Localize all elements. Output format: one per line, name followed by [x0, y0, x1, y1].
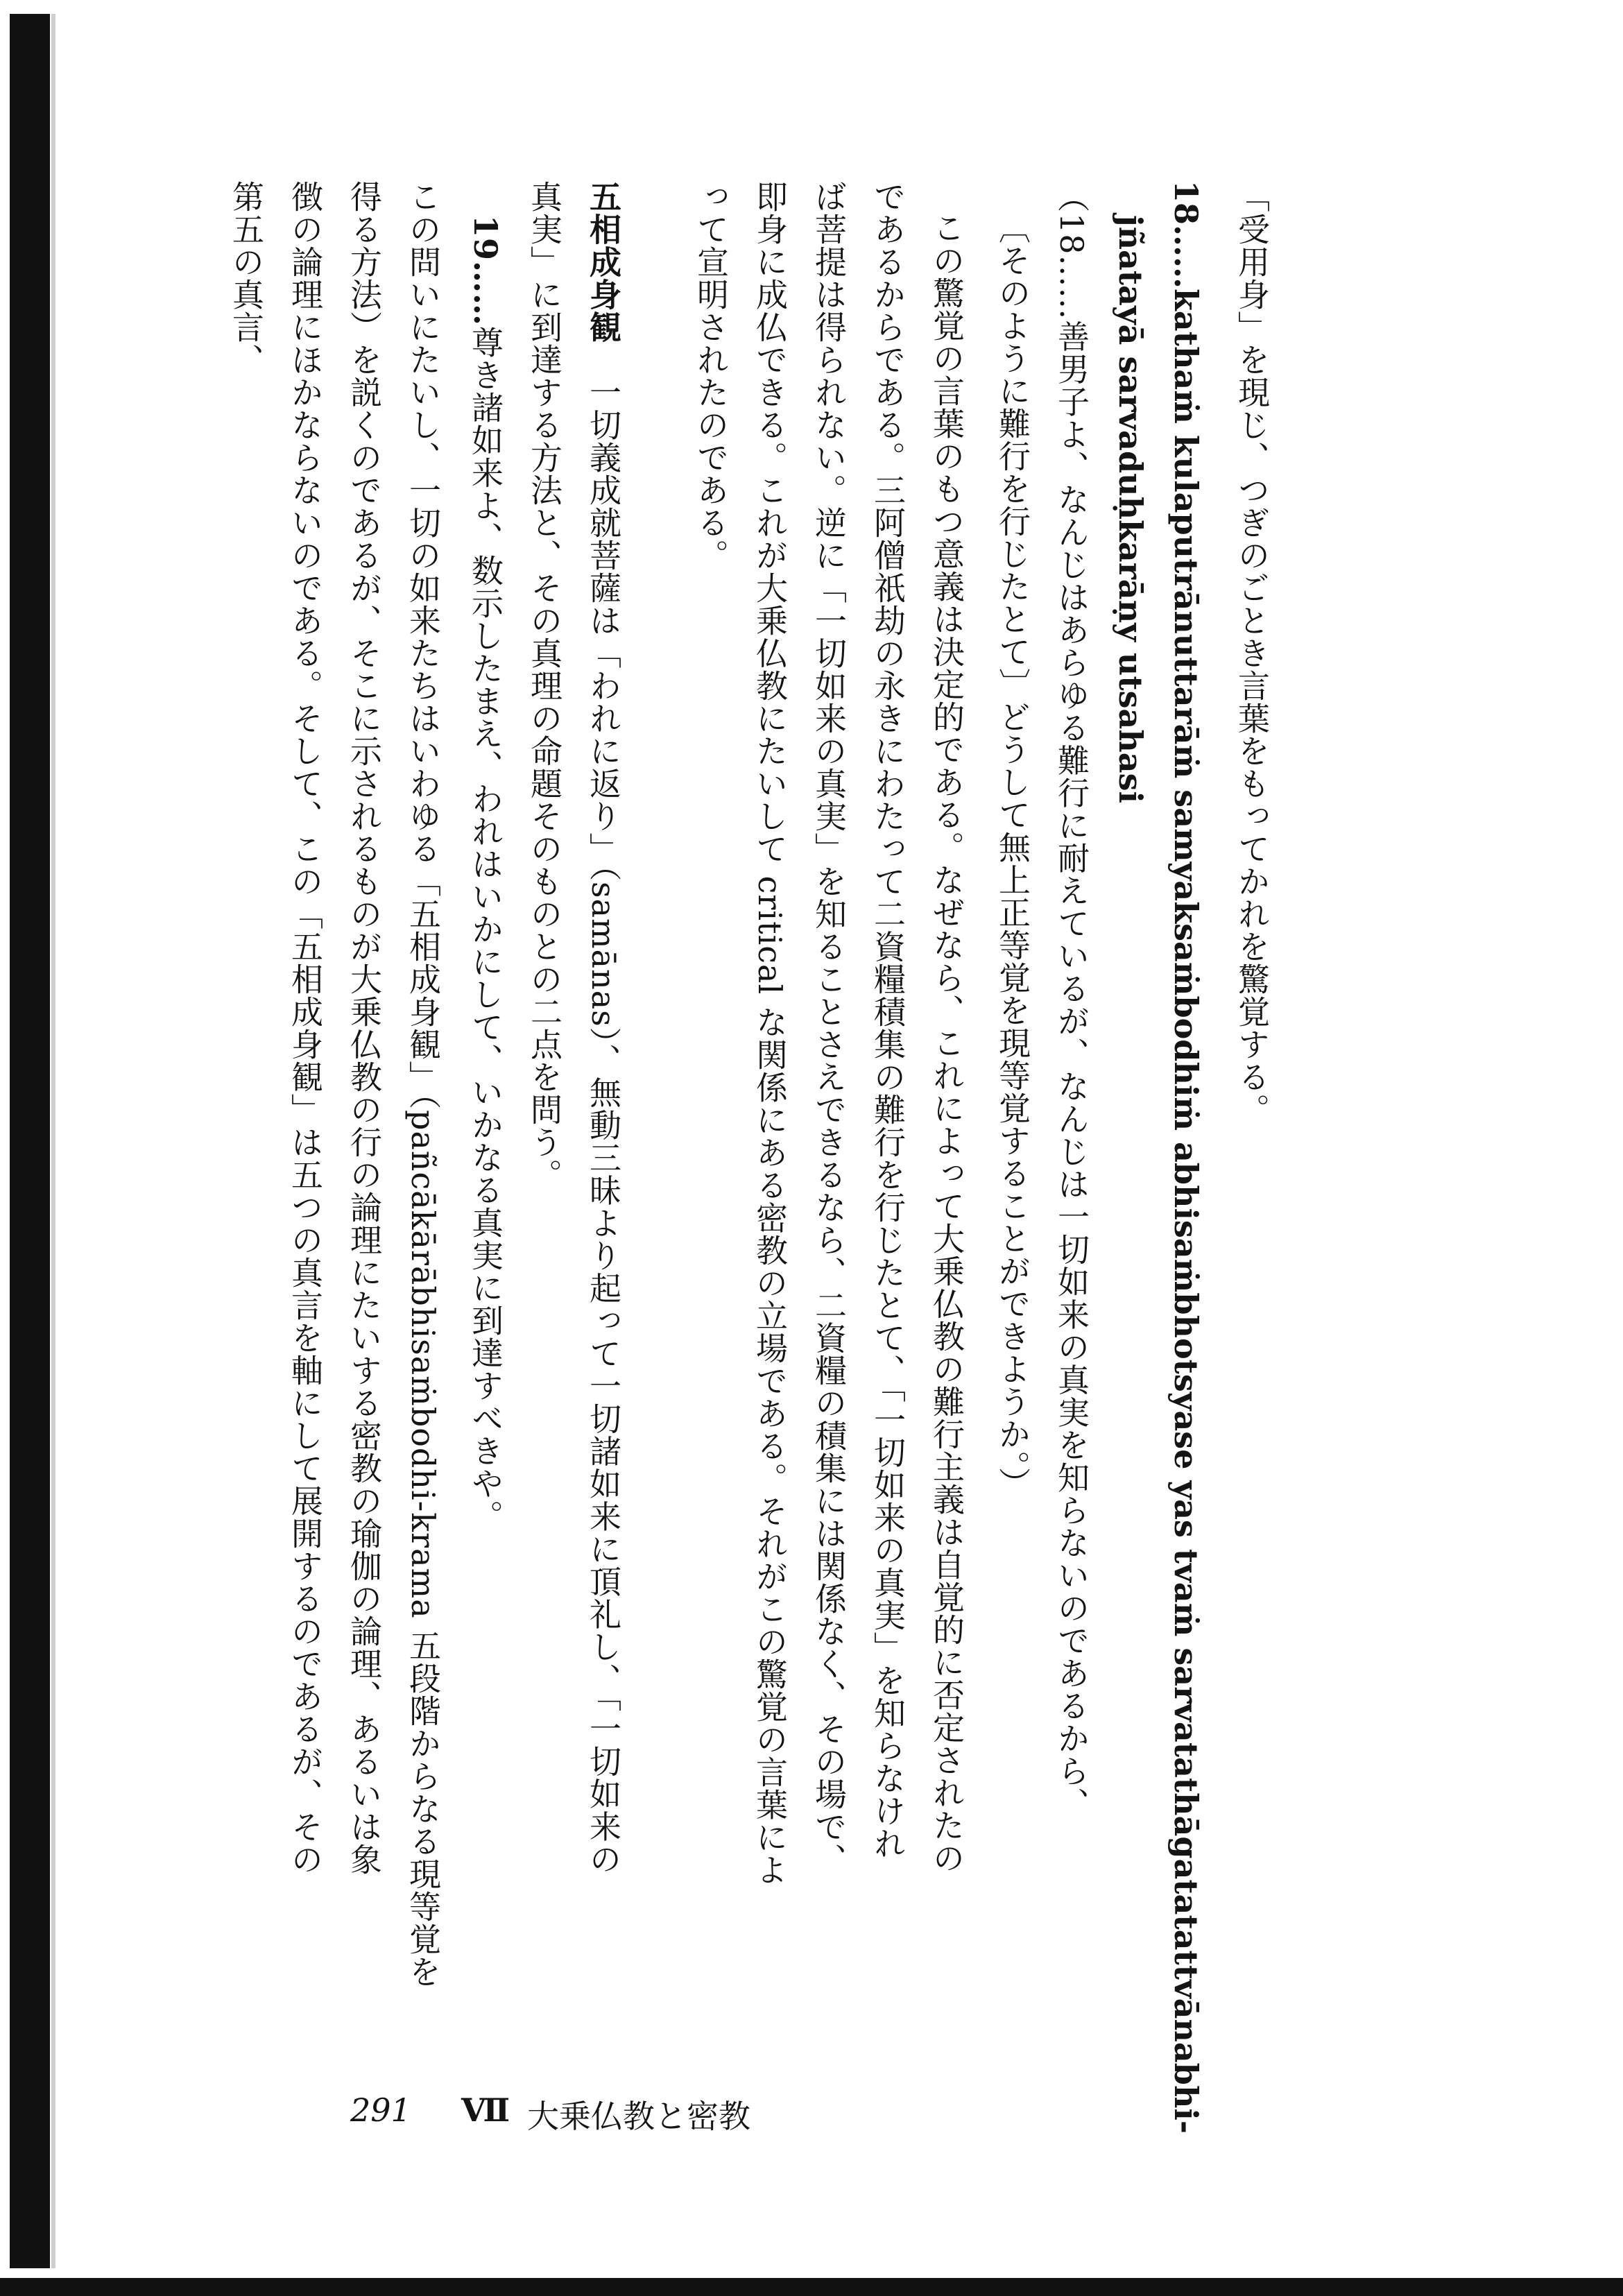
text-segment: 第五の真言、	[227, 180, 265, 376]
text-segment: jñatayā sarvaduḥkarāṇy utsahasi	[1112, 215, 1149, 803]
text-column	[985, 212, 1040, 1500]
text-segment: 真実」に到達する方法と、その真理の命題そのものとの二点を問う。	[526, 180, 563, 1191]
chapter-title: 大乗仏教と密教	[527, 2098, 750, 2135]
text-segment: 一切義成就菩薩は「われに返り」（samānas）、無動三昧より起って一切諸如来に頂礼し、「一切如来の	[585, 343, 622, 1876]
text-segment: ば菩提は得られない。逆に「一切如来の真実」を知ることさえできるなら、二資糧の積集には関係なく、その場で、	[810, 180, 848, 1876]
text-segment: この驚覚の言葉のもつ意義は決定的である。なぜなら、これによって大乗仏教の難行主義は自覚的に否定されたの	[928, 212, 965, 1874]
text-segment: 尊き諸如来よ、数示したまえ、われはいかにして、いかなる真実に到達すべきや。	[467, 326, 504, 1533]
text-column	[1044, 180, 1099, 1820]
text-column	[1158, 180, 1214, 2134]
scan-bottom-edge	[0, 2278, 1623, 2296]
text-column	[1224, 180, 1280, 1126]
text-segment: って宣明されたのである。	[692, 180, 730, 572]
text-segment: 徴の論理にほかならないのである。そして、この「五相成身観」は五つの真言を軸にして展開するのであるが、その	[286, 180, 324, 1876]
text-column	[1103, 215, 1158, 803]
text-segment: この問いにたいし、一切の如来たちはいわゆる「五相成身観」（pañcākārābhisaṁbodhi-krama 五段階からなる現等覚を	[404, 180, 442, 1989]
text-column	[458, 215, 513, 1532]
text-column	[576, 180, 631, 1876]
binding-gutter	[51, 14, 55, 2268]
text-column	[683, 180, 739, 572]
page-number: 291	[350, 2091, 411, 2129]
text-segment: 18……kathaṁ kulaputrānuttarāṁ samyaksaṁbodhiṁ abhisaṁbhotsyase yas tvaṁ sarvatathāgatatattvānabhi-	[1167, 180, 1205, 2134]
chapter-number: Ⅶ	[461, 2091, 510, 2129]
text-segment: であるからである。三阿僧祇劫の永きにわたって二資糧積集の難行を行じたとて、「一切如来の真実」を知らなけれ	[869, 180, 907, 1860]
text-column	[517, 180, 572, 1191]
text-column	[277, 180, 333, 1876]
text-segment: 得る方法）を説くのであるが、そこに示されるものが大乗仏教の行の論理にたいする密教の瑜伽の論理、あるいは象	[345, 180, 383, 1876]
text-column	[801, 180, 857, 1876]
text-segment: 〔そのように難行を行じたとて〕どうして無上正等覚を現等覚することができようか。）	[994, 212, 1031, 1500]
text-segment: 五相成身観	[585, 180, 622, 343]
text-column	[336, 180, 392, 1876]
text-column	[218, 180, 274, 376]
text-column	[395, 180, 451, 1988]
text-segment: 「受用身」を現じ、つぎのごとき言葉をもってかれを驚覚する。	[1233, 180, 1271, 1126]
text-segment: （18……善男子よ、なんじはあらゆる難行に耐えているが、なんじは一切如来の真実を知らないのであるから、	[1053, 180, 1090, 1820]
text-column	[919, 212, 974, 1874]
text-segment: 19……	[467, 215, 504, 327]
text-column	[742, 180, 798, 1886]
text-segment: 即身に成仏できる。これが大乗仏教にたいして critical な関係にある密教の立場である。それがこの驚覚の言葉によ	[751, 180, 789, 1886]
text-column	[860, 180, 916, 1860]
book-binding-edge	[10, 14, 50, 2268]
